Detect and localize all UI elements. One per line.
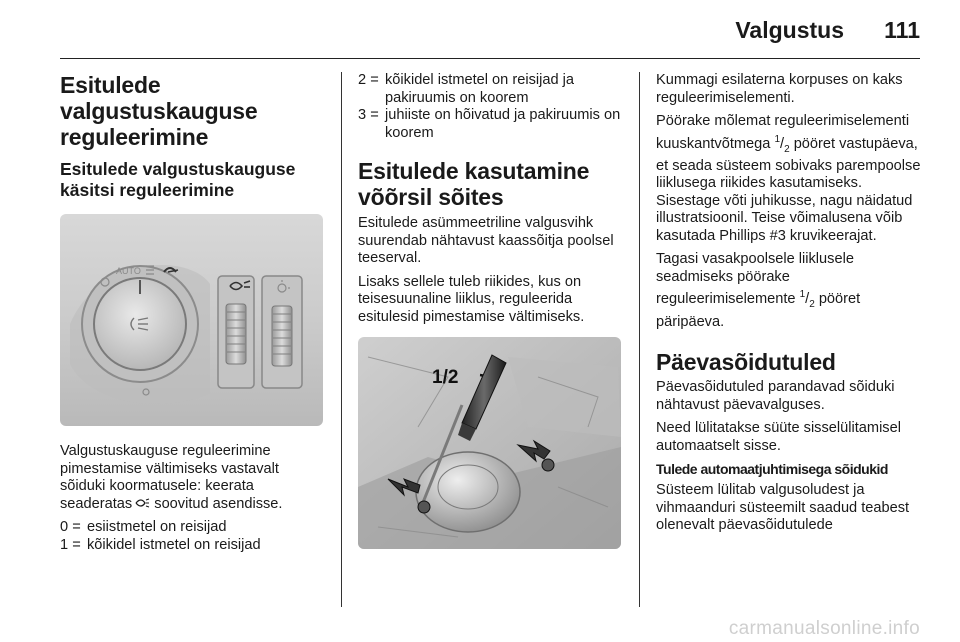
column-divider [639, 72, 640, 607]
page-number: 111 [884, 17, 920, 43]
list-item [60, 519, 325, 537]
list-item-text: esiistmetel on reisijad [87, 519, 227, 535]
load-positions-list [60, 519, 325, 554]
list-item-key: 3 = [358, 107, 379, 123]
list-item-key: 0 = [60, 519, 81, 535]
headlamp-adjust-figure [358, 337, 621, 549]
column-2 [358, 72, 626, 549]
list-item-key: 1 = [60, 536, 81, 553]
column-divider [341, 72, 342, 607]
figure-label: 1/2 [432, 367, 459, 388]
paragraph-range-intro: Valgustuskauguse reguleerimine pimestamise vältimiseks vastavalt sõiduki koormatusele: keerata seaderatas soovitud asendisse. [60, 443, 283, 512]
list-item [358, 107, 626, 142]
list-item-text: kõikidel istmetel on reisijad ja pakiruumis on koorem [385, 72, 574, 106]
heading-driving-abroad: Esitulede kasutamine võõrsil sõites [358, 158, 590, 210]
paragraph-auto-on: Need lülitatakse süüte sisselülitamisel automaatselt sisse. [656, 420, 901, 454]
page-header [0, 0, 960, 60]
paragraph-daytime-visibility: Päevasõidutuled parandavad sõiduki nähtavust päevavalguses. [656, 379, 895, 413]
headlight-range-symbol-icon [134, 496, 150, 510]
list-item-text: kõikidel istmetel on reisijad [87, 536, 261, 553]
paragraph-system-switch: Süsteem lülitab valgusoludest ja vihmaanduri süsteemilt saadud teabest olenevalt päevasõidutulede [656, 482, 910, 534]
paragraph-two-adjusters: Kummagi esilaterna korpuses on kaks reguleerimiselementi. [656, 72, 903, 106]
subheading-manual-range: Esitulede valgustuskauguse käsitsi reguleerimine [60, 159, 296, 200]
column-3 [656, 72, 924, 541]
section-title: Valgustus [735, 17, 844, 43]
list-item [358, 72, 626, 107]
paragraph-opposite-traffic: Lisaks sellele tuleb riikides, kus on teisesuunaline liiklus, reguleerida esitulesid pimestamise vältimiseks. [358, 273, 585, 325]
load-positions-list-cont [358, 72, 626, 142]
header-rule [60, 58, 920, 59]
auto-label: AUTO [116, 266, 141, 276]
light-switch-figure [60, 214, 323, 426]
paragraph-left-traffic: Tagasi vasakpoolsele liiklusele seadmiseks pöörake reguleerimiselemente $^1/_2$ pööret päripäeva. [656, 251, 861, 330]
subheading-auto-lights: Tulede automaatjuhtimisega sõidukid [656, 461, 888, 478]
heading-headlight-range: Esitulede valgustuskauguse reguleerimine [60, 72, 258, 150]
headlamp-adjust-illustration [358, 337, 621, 549]
paragraph-right-traffic: Pöörake mõlemat reguleerimiselementi kuuskantvõtmega $^1/_2$ pööret vastupäeva, et seada süsteem sobivaks parempoolse liiklusega riikides kasutamiseks. Sisestage võti juhikusse, nagu näidatud illustratsioonil. Teise võimalusena võib kasutada Phillips #3 kruvikeerajat. [656, 113, 921, 244]
paragraph-asymmetric-beam: Esitulede asümmeetriline valgusvihk suurendab nähtavust kaassõitja poolsel teeserval. [358, 215, 614, 266]
heading-daytime-lights: Päevasõidutuled [656, 349, 836, 376]
light-switch-illustration [60, 214, 323, 426]
list-item-text: juhiiste on hõivatud ja pakiruumis on koorem [385, 107, 621, 141]
list-item [60, 537, 325, 555]
watermark: carmanualsonline.info [728, 618, 920, 639]
list-item-key: 2 = [358, 72, 379, 88]
column-1 [60, 72, 325, 554]
